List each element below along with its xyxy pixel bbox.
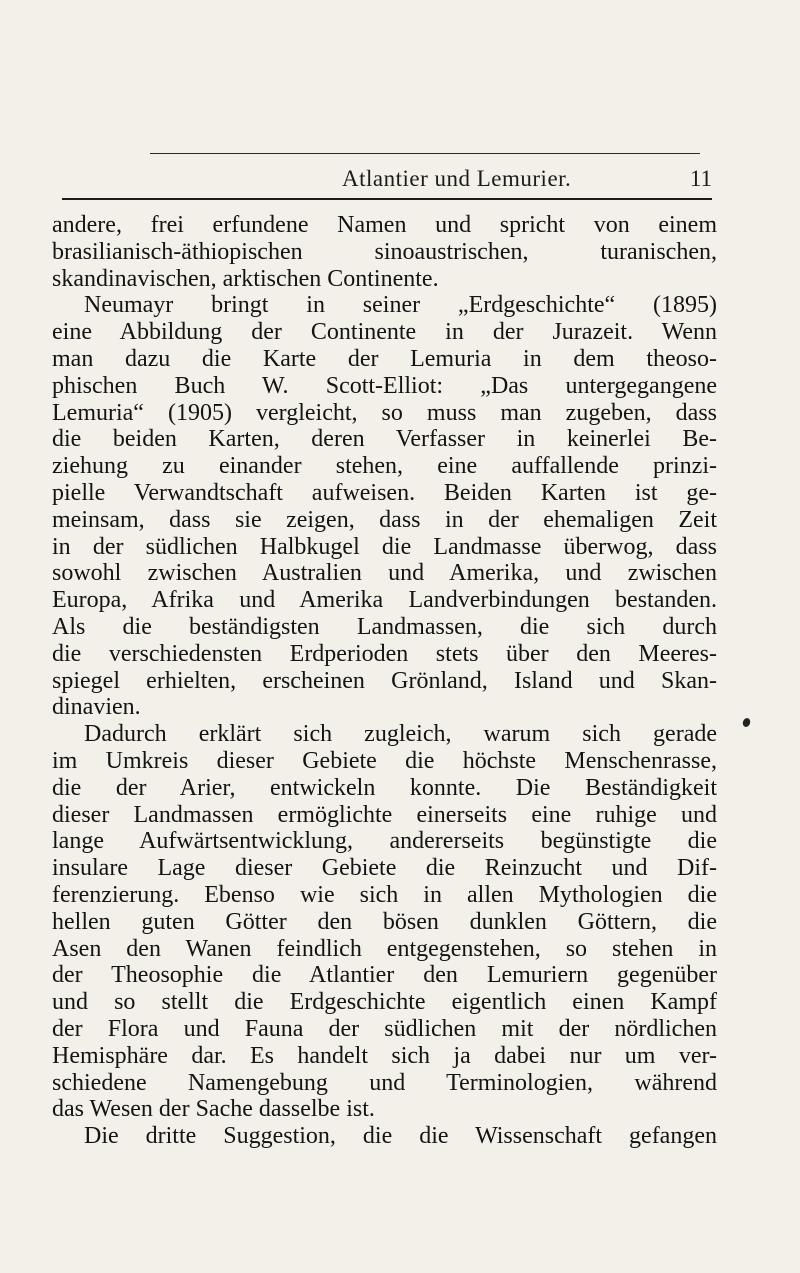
text-line: Die dritte Suggestion, die die Wissenschaft gefangen [84,1123,717,1150]
text-line: phischen Buch W. Scott-Elliot: „Das untergegangene [52,372,717,399]
text-line: Europa, Afrika und Amerika Landverbindungen bestanden. [52,587,717,614]
margin-ink-mark [742,717,752,728]
text-line: die der Arier, entwickeln konnte. Die Beständigkeit [52,774,717,801]
text-line: meinsam, dass sie zeigen, dass in der ehemaligen Zeit [52,506,717,533]
text-line: Lemuria“ (1905) vergleicht, so muss man zugeben, dass [52,399,717,426]
text-line: dinavien. [52,694,141,721]
text-line: lange Aufwärtsentwicklung, andererseits begünstigte die [52,828,717,855]
running-title: Atlantier und Lemurier. [342,166,572,191]
text-line: die verschiedensten Erdperioden stets über den Meeres- [52,640,717,667]
text-line: ziehung zu einander stehen, eine auffallende prinzi- [52,453,717,480]
text-line: andere, frei erfundene Namen und spricht von einem [52,212,717,238]
text-line: in der südlichen Halbkugel die Landmasse überwog, dass [52,533,717,560]
text-line: im Umkreis dieser Gebiete die höchste Menschenrasse, [52,747,717,774]
text-line: ferenzierung. Ebenso wie sich in allen Mythologien die [52,881,717,908]
text-line: eine Abbildung der Continente in der Jurazeit. Wenn [52,319,717,346]
text-line: Dadurch erklärt sich zugleich, warum sich gerade [84,721,717,748]
text-line: Asen den Wanen feindlich entgegenstehen, so stehen in [52,935,717,962]
text-line: man dazu die Karte der Lemuria in dem theoso- [52,345,717,372]
body-text [52,212,717,1150]
text-line: sowohl zwischen Australien und Amerika, und zwischen [52,560,717,587]
text-line: skandinavischen, arktischen Continente. [52,265,439,292]
text-line: die beiden Karten, deren Verfasser in keinerlei Be- [52,426,717,453]
text-line: der Flora und Fauna der südlichen mit der nördlichen [52,1015,717,1042]
header-rule [62,198,712,200]
text-line: schiedene Namengebung und Terminologien, während [52,1069,717,1096]
page-number: 11 [689,166,712,191]
top-page-rule [150,153,700,154]
text-line: der Theosophie die Atlantier den Lemuriern gegenüber [52,962,717,989]
text-line: spiegel erhielten, erscheinen Grönland, Island und Skan- [52,667,717,694]
text-line: und so stellt die Erdgeschichte eigentlich einen Kampf [52,989,717,1016]
text-line: insulare Lage dieser Gebiete die Reinzucht und Dif- [52,855,717,882]
text-line: Neumayr bringt in seiner „Erdgeschichte“ (1895) [84,292,717,319]
text-line: das Wesen der Sache dasselbe ist. [52,1096,375,1123]
text-line: Hemisphäre dar. Es handelt sich ja dabei nur um ver- [52,1042,717,1069]
running-head [62,162,712,196]
text-line: brasilianisch-äthiopischen sinoaustrischen, turanischen, [52,238,717,265]
text-line: hellen guten Götter den bösen dunklen Göttern, die [52,908,717,935]
text-line: dieser Landmassen ermöglichte einerseits eine ruhige und [52,801,717,828]
text-line: pielle Verwandtschaft aufweisen. Beiden Karten ist ge- [52,479,717,506]
text-line: Als die beständigsten Landmassen, die sich durch [52,613,717,640]
